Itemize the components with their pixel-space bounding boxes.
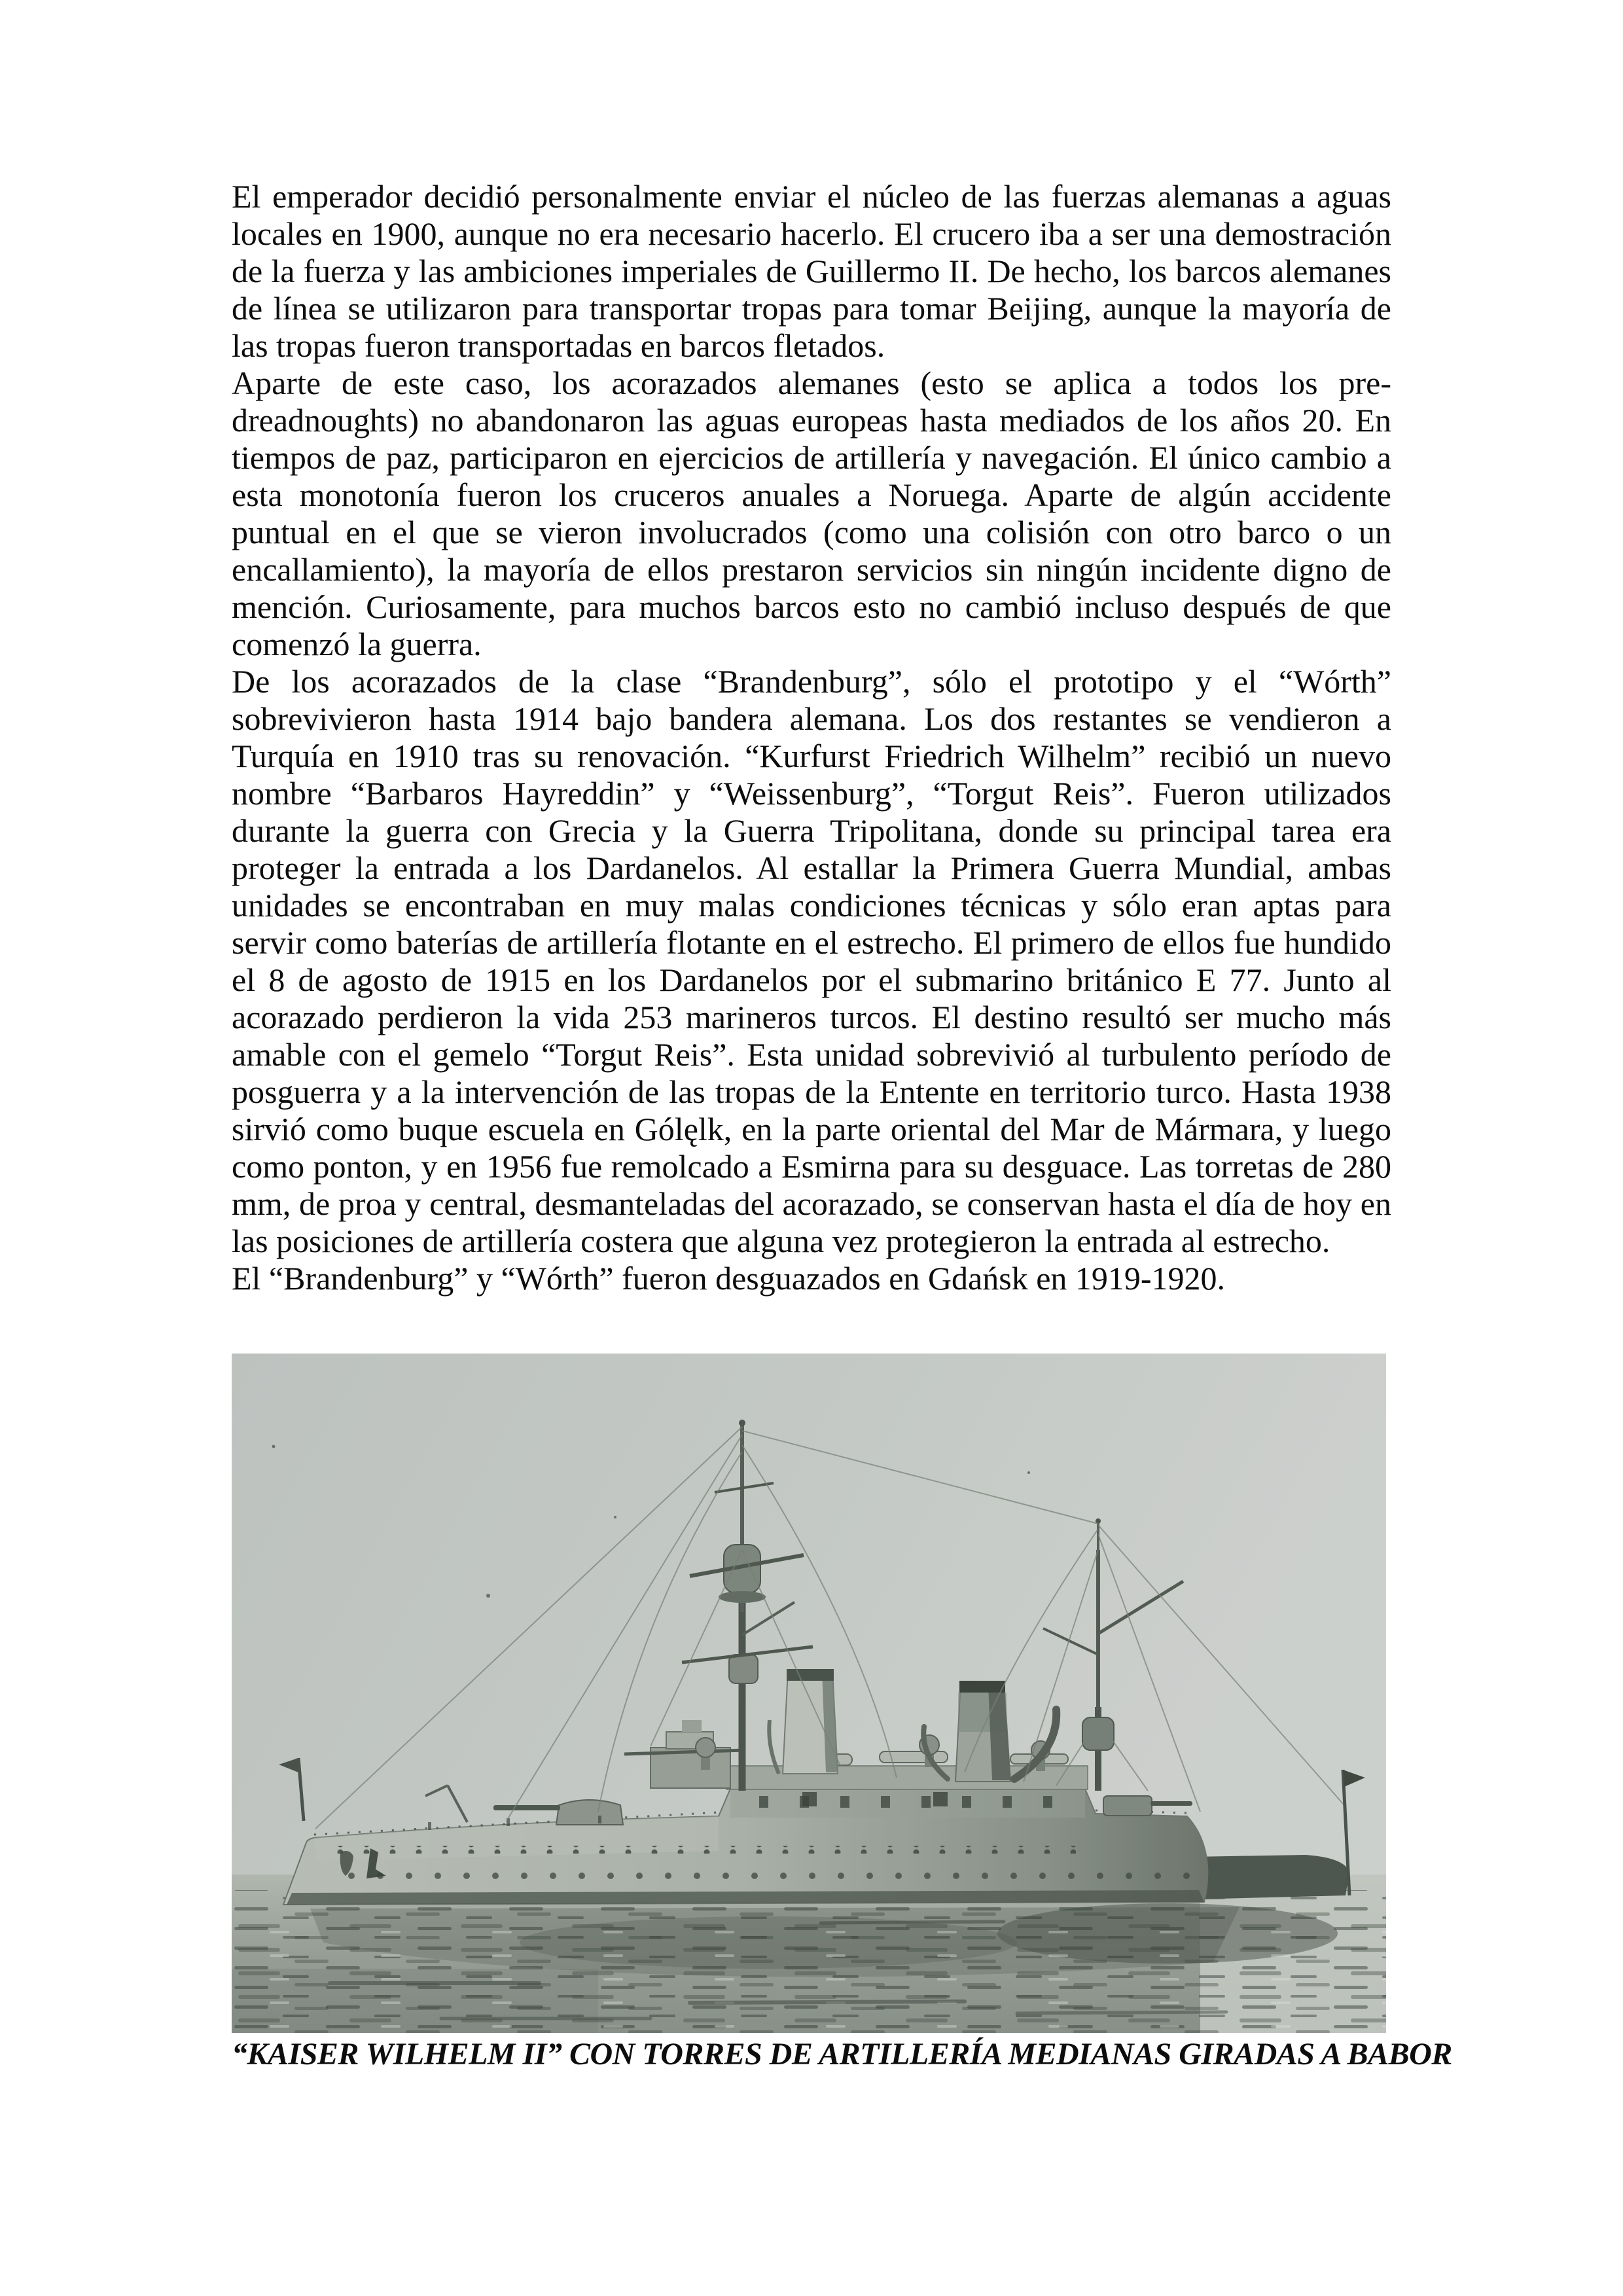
battleship-photo-figure	[232, 1354, 1386, 2033]
body-text	[232, 178, 1391, 1297]
photo-tint	[232, 1354, 1386, 2033]
paragraph-3: De los acorazados de la clase “Brandenburg”, sólo el prototipo y el “Wórth” sobrevivieron hasta 1914 bajo bandera alemana. Los dos restantes se vendieron a Turquía en 1910 tras su renovación. “Kurfurst Friedrich Wilhelm” recibió un nuevo nombre “Barbaros Hayreddin” y “Weissenburg”, “Torgut Reis”. Fueron utilizados durante la guerra con Grecia y la Guerra Tripolitana, donde su principal tarea era proteger la entrada a los Dardanelos. Al estallar la Primera Guerra Mundial, ambas unidades se encontraban en muy malas condiciones técnicas y sólo eran aptas para servir como baterías de artillería flotante en el estrecho. El primero de ellos fue hundido el 8 de agosto de 1915 en los Dardanelos por el submarino británico E 77. Junto al acorazado perdieron la vida 253 marineros turcos. El destino resultó ser mucho más amable con el gemelo “Torgut Reis”. Esta unidad sobrevivió al turbulento período de posguerra y a la intervención de las tropas de la Entente en territorio turco. Hasta 1938 sirvió como buque escuela en Gólęlk, en la parte oriental del Mar de Mármara, y luego como ponton, y en 1956 fue remolcado a Esmirna para su desguace. Las torretas de 280 mm, de proa y central, desmanteladas del acorazado, se conservan hasta el día de hoy en las posiciones de artillería costera que alguna vez protegieron la entrada al estrecho.	[232, 663, 1391, 1259]
photo-caption: “KAISER WILHELM II” CON TORRES DE ARTILLERÍA MEDIANAS GIRADAS A BABOR	[232, 2037, 1452, 2072]
battleship-photo	[232, 1354, 1386, 2033]
paragraph-2: Aparte de este caso, los acorazados alemanes (esto se aplica a todos los pre-dreadnoughts) no abandonaron las aguas europeas hasta mediados de los años 20. En tiempos de paz, participaron en ejercicios de artillería y navegación. El único cambio a esta monotonía fueron los cruceros anuales a Noruega. Aparte de algún accidente puntual en el que se vieron involucrados (como una colisión con otro barco o un encallamiento), la mayoría de ellos prestaron servicios sin ningún incidente digno de mención. Curiosamente, para muchos barcos esto no cambió incluso después de que comenzó la guerra.	[232, 365, 1391, 662]
paragraph-1: El emperador decidió personalmente enviar el núcleo de las fuerzas alemanas a aguas locales en 1900, aunque no era necesario hacerlo. El crucero iba a ser una demostración de la fuerza y las ambiciones imperiales de Guillermo II. De hecho, los barcos alemanes de línea se utilizaron para transportar tropas para tomar Beijing, aunque la mayoría de las tropas fueron transportadas en barcos fletados.	[232, 178, 1391, 364]
paragraph-4: El “Brandenburg” y “Wórth” fueron desguazados en Gdańsk en 1919-1920.	[232, 1260, 1226, 1297]
